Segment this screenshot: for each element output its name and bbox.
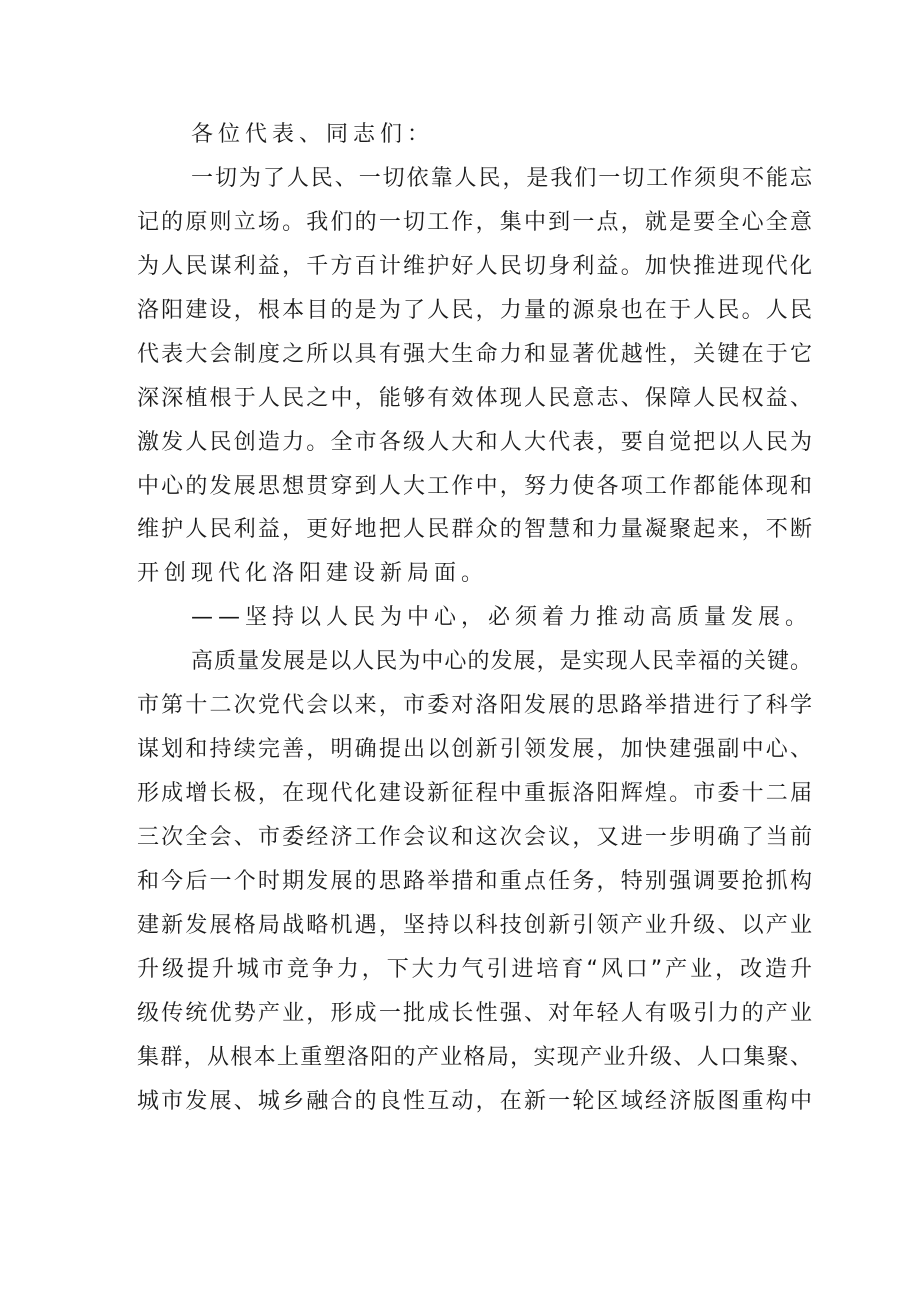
paragraph-line: 激发人民创造力。全市各级人大和人大代表，要自觉把以人民为 — [137, 429, 812, 455]
paragraph-line: 谋划和持续完善，明确提出以创新引领发展，加快建强副中心、 — [137, 737, 812, 763]
paragraph-line: 和今后一个时期发展的思路举措和重点任务，特别强调要抢抓构 — [137, 868, 812, 894]
paragraph-line: 形成增长极，在现代化建设新征程中重振洛阳辉煌。市委十二届 — [137, 781, 812, 807]
paragraph-line: 升级提升城市竞争力，下大力气引进培育“风口”产业，改造升 — [137, 956, 812, 982]
paragraph-line: 深深植根于人民之中，能够有效体现人民意志、保障人民权益、 — [137, 385, 812, 411]
paragraph-line: 市第十二次党代会以来，市委对洛阳发展的思路举措进行了科学 — [137, 693, 812, 719]
paragraph-line: 建新发展格局战略机遇，坚持以科技创新引领产业升级、以产业 — [137, 912, 812, 938]
paragraph-line: 为人民谋利益，千方百计维护好人民切身利益。加快推进现代化 — [137, 253, 812, 279]
paragraph-first-line: 各位代表、同志们： — [191, 122, 435, 147]
paragraph-line: 维护人民利益，更好地把人民群众的智慧和力量凝聚起来，不断 — [137, 517, 812, 543]
document-body — [137, 113, 812, 1124]
paragraph-line: 代表大会制度之所以具有强大生命力和显著优越性，关键在于它 — [137, 341, 812, 367]
paragraph-line: 开创现代化洛阳建设新局面。 — [137, 561, 489, 587]
paragraph-first-line: 一切为了人民、一切依靠人民，是我们一切工作须臾不能忘 — [191, 165, 812, 191]
paragraph-line: 城市发展、城乡融合的良性互动，在新一轮区域经济版图重构中 — [137, 1088, 812, 1114]
paragraph-line: 洛阳建设，根本目的是为了人民，力量的源泉也在于人民。人民 — [137, 297, 812, 323]
paragraph-line: 集群，从根本上重塑洛阳的产业格局，实现产业升级、人口集聚、 — [137, 1044, 812, 1070]
paragraph-line: 级传统优势产业，形成一批成长性强、对年轻人有吸引力的产业 — [137, 1000, 812, 1026]
paragraph-line: 记的原则立场。我们的一切工作，集中到一点，就是要全心全意 — [137, 209, 812, 235]
paragraph-line: 中心的发展思想贯穿到人大工作中，努力使各项工作都能体现和 — [137, 473, 812, 499]
paragraph-first-line: 高质量发展是以人民为中心的发展，是实现人民幸福的关键。 — [191, 649, 812, 675]
paragraph-first-line: ——坚持以人民为中心，必须着力推动高质量发展。 — [191, 605, 813, 631]
paragraph-line: 三次全会、市委经济工作会议和这次会议，又进一步明确了当前 — [137, 825, 812, 850]
